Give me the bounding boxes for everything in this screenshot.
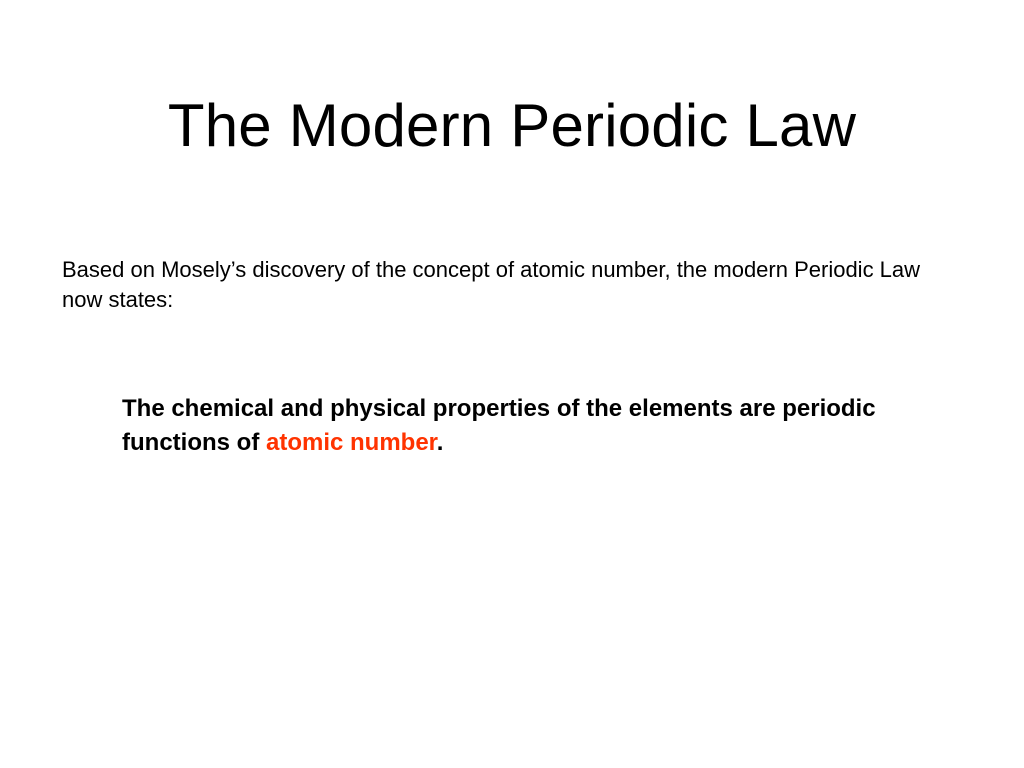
slide-title: The Modern Periodic Law: [167, 92, 857, 159]
law-statement-suffix: .: [436, 429, 444, 456]
intro-paragraph: Based on Mosely’s discovery of the concept of atomic number, the modern Periodic Law now states:: [62, 257, 921, 312]
law-statement-highlight: atomic number: [265, 429, 437, 456]
law-statement-prefix: The chemical and physical properties of the elements are periodic functions of: [122, 395, 876, 456]
law-statement: [122, 392, 942, 460]
